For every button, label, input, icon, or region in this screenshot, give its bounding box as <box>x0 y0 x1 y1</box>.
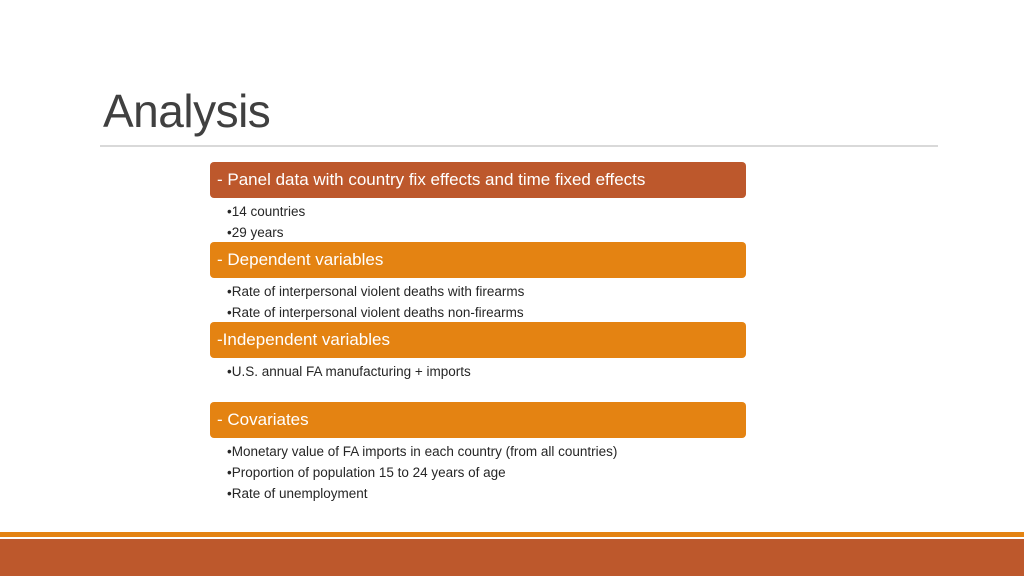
section-covariates <box>210 402 746 504</box>
footer-accent-stripe <box>0 532 1024 537</box>
slide-title: Analysis <box>103 85 271 137</box>
section-dependent-variables <box>210 242 746 323</box>
section-panel-data <box>210 162 746 243</box>
bullet-list <box>210 361 746 382</box>
bullet-item: • Rate of unemployment <box>227 483 746 504</box>
bullet-list <box>210 201 746 243</box>
bullet-list <box>210 281 746 323</box>
section-header: -Independent variables <box>210 322 746 358</box>
section-header: - Panel data with country fix effects and time fixed effects <box>210 162 746 198</box>
bullet-item: • Proportion of population 15 to 24 years of age <box>227 462 746 483</box>
bullet-item: • Monetary value of FA imports in each country (from all countries) <box>227 441 746 462</box>
bullet-item: • U.S. annual FA manufacturing + imports <box>227 361 746 382</box>
bullet-item: • 29 years <box>227 222 746 243</box>
footer-band <box>0 539 1024 576</box>
section-independent-variables <box>210 322 746 382</box>
title-divider <box>100 145 938 147</box>
bullet-item: • 14 countries <box>227 201 746 222</box>
bullet-item: • Rate of interpersonal violent deaths non-firearms <box>227 302 746 323</box>
section-header: - Covariates <box>210 402 746 438</box>
bullet-item: • Rate of interpersonal violent deaths with firearms <box>227 281 746 302</box>
bullet-list <box>210 441 746 504</box>
section-header: - Dependent variables <box>210 242 746 278</box>
